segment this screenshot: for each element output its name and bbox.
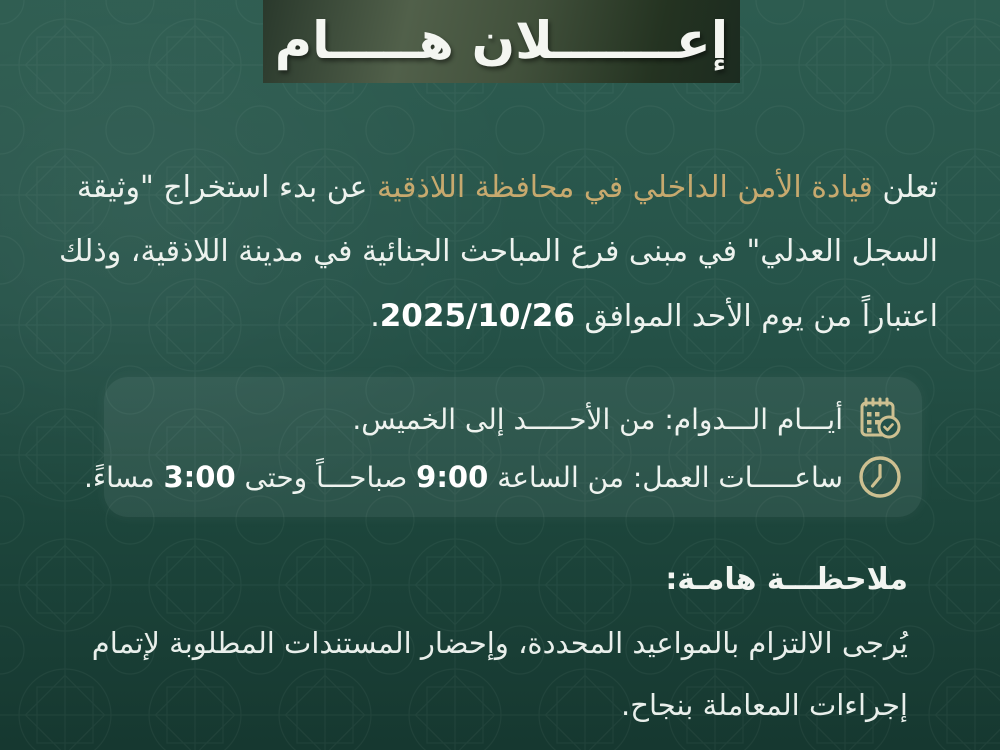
intro-text: عن بدء استخراج "وثيقة — [76, 170, 377, 205]
note-paragraph — [40, 612, 908, 736]
note-text: يُرجى الالتزام بالمواعيد المحددة، وإحضار المستندات المطلوبة لإتمام — [91, 626, 908, 660]
working-hours-row — [84, 450, 904, 504]
working-hours-label — [84, 460, 843, 494]
intro-text: اعتباراً من يوم الأحد الموافق — [574, 299, 938, 334]
intro-highlight-gold: قيادة الأمن الداخلي في محافظة اللاذقية — [377, 170, 873, 205]
intro-paragraph — [40, 156, 938, 349]
intro-line-1 — [40, 156, 938, 220]
working-days-label: أيـــام الـــدوام: من الأحـــــد إلى الخميس. — [352, 402, 843, 436]
hours-text: ساعـــــات العمل: من الساعة — [488, 461, 843, 494]
title-banner — [263, 0, 740, 83]
hours-text: مساءً. — [84, 461, 164, 494]
intro-text: . — [370, 299, 380, 334]
intro-line-3 — [40, 284, 938, 349]
note-line-1 — [40, 612, 908, 674]
intro-line-2 — [40, 220, 938, 284]
opening-time-value: 9:00 — [416, 460, 489, 494]
note-text: إجراءات المعاملة بنجاح. — [621, 688, 908, 722]
calendar-clock-icon — [856, 395, 904, 443]
start-date-value: 2025/10/26 — [379, 298, 575, 334]
clock-icon — [856, 453, 904, 501]
intro-text: تعلن — [872, 170, 938, 205]
note-line-2 — [40, 674, 908, 736]
hours-text: صباحـــاً وحتى — [235, 461, 417, 494]
working-days-row — [118, 392, 904, 446]
intro-text: السجل العدلي" في مبنى فرع المباحث الجنائية في مدينة اللاذقية، وذلك — [59, 234, 938, 269]
closing-time-value: 3:00 — [163, 460, 236, 494]
page-title: إعـــــــلان هـــــام — [274, 12, 729, 71]
note-heading: ملاحظـــة هامـة: — [665, 562, 908, 597]
schedule-card — [84, 377, 922, 517]
